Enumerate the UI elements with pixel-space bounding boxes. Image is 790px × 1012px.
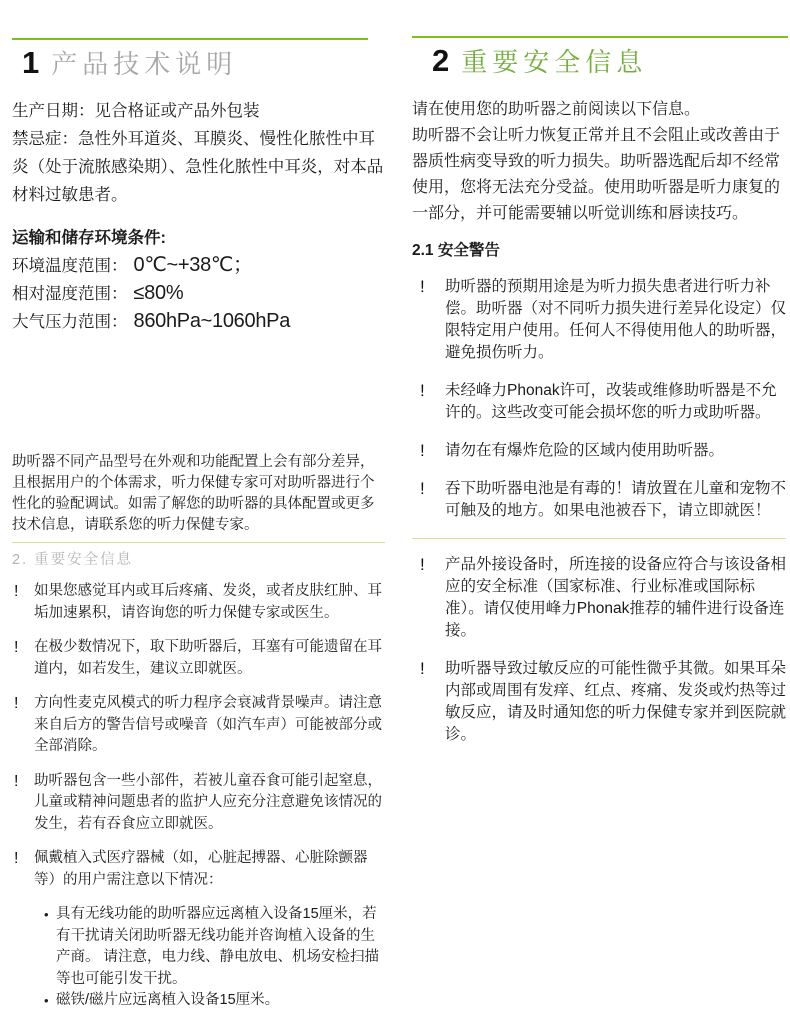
warning-text: 未经峰力Phonak许可，改装或维修助听器是不允许的。这些改变可能会损坏您的听力或助听器。 (445, 382, 777, 421)
left-warning-list (12, 581, 385, 891)
warning-exclamation-marker: ! (420, 381, 425, 400)
warning-exclamation-marker: ! (420, 277, 425, 296)
warning-exclamation-marker: ! (420, 441, 425, 460)
safety-intro-paragraph: 请在使用您的助听器之前阅读以下信息。 (412, 101, 701, 118)
section-1-number: 1 (22, 45, 40, 80)
spec-value: 860hPa~1060hPa (133, 310, 291, 332)
warning-exclamation-marker: ! (14, 772, 19, 790)
hearing-aid-disclaimer-paragraph: 助听器不会让听力恢复正常并且不会阻止或改善由于器质性病变导致的听力损失。助听器选配后却不经常使用，您将无法充分受益。使用助听器是听力康复的一部分，并可能需要辅以听觉训练和唇读技巧。 (412, 127, 781, 222)
warning-item (412, 554, 788, 642)
spec-value: ≤80% (133, 282, 184, 304)
warning-text: 助听器包含一些小部件，若被儿童吞食可能引起窒息，儿童或精神问题患者的监护人应充分注意避免该情况的发生，若有吞食应立即就医。 (34, 772, 382, 832)
left-column (12, 0, 385, 1012)
safety-warning-subsection-heading: 2.1 安全警告 (412, 242, 500, 259)
warning-text: 方向性麦克风模式的听力程序会衰减背景噪声。请注意来自后方的警告信号或噪音（如汽车声）可能被部分或全部消除。 (34, 695, 382, 754)
right-column (412, 0, 788, 762)
warning-text: 助听器导致过敏反应的可能性微乎其微。如果耳朵内部或周围有发痒、红点、疼痛、发炎或灼热等过敏反应，请及时通知您的听力保健专家并到医院就诊。 (445, 660, 787, 743)
warning-text: 在极少数情况下，取下助听器后，耳塞有可能遗留在耳道内，如若发生，建议立即就医。 (34, 639, 382, 677)
spec-label: 相对湿度范围： (12, 285, 128, 303)
warning-item (412, 440, 788, 462)
spec-label: 大气压力范围： (12, 313, 128, 331)
bullet-text: 磁铁/磁片应远离植入设备15厘米。 (56, 992, 280, 1008)
warning-text: 产品外接设备时，所连接的设备应符合与该设备相应的安全标准（国家标准、行业标准或国际标准）。请仅使用峰力Phonak推荐的辅件进行设备连接。 (445, 556, 787, 639)
warning-text: 如果您感觉耳内或耳后疼痛、发炎，或者皮肤红肿、耳垢加速累积，请咨询您的听力保健专家或医生。 (34, 583, 382, 621)
bullet-marker: • (44, 907, 49, 922)
section-1-header (12, 44, 385, 81)
section-2-title: 重要安全信息 (461, 47, 648, 77)
warning-item (412, 380, 788, 424)
implant-bullet-list (12, 904, 385, 1012)
warning-exclamation-marker: ! (14, 850, 19, 867)
warning-text: 助听器的预期用途是为听力损失患者进行听力补偿。助听器（对不同听力损失进行差异化设定）仅限特定用户使用。任何人不得使用他人的助听器，避免损伤听力。 (445, 278, 787, 361)
bullet-marker: • (44, 993, 49, 1008)
product-variation-note: 助听器不同产品型号在外观和功能配置上会有部分差异，且根据用户的个体需求，听力保健专家可对助听器进行个性化的验配调试。如需了解您的助听器的具体配置或更多技术信息，请联系您的听力保健专家。 (12, 454, 375, 533)
spec-value: 0℃~+38℃； (133, 254, 253, 276)
warning-exclamation-marker: ! (420, 659, 425, 678)
right-warning-list-bottom (412, 554, 788, 746)
warning-item (12, 848, 385, 891)
warning-exclamation-marker: ! (420, 555, 425, 574)
warning-exclamation-marker: ! (14, 583, 19, 600)
warning-item (12, 771, 385, 836)
storage-conditions-heading: 运输和储存环境条件: (12, 229, 166, 247)
spec-row (12, 252, 385, 280)
spec-row (12, 308, 385, 336)
bullet-text: 具有无线功能的助听器应远离植入设备15厘米，若有干扰请关闭助听器无线功能并咨询植入设备的生产商。 请注意，电力线、静电放电、机场安检扫描等也可能引发干扰。 (56, 906, 380, 987)
warning-item (412, 276, 788, 364)
warning-exclamation-marker: ! (14, 695, 19, 712)
implant-bullet-item (44, 990, 385, 1012)
spec-label: 环境温度范围： (12, 257, 128, 275)
next-section-preview-label: 2. 重要安全信息 (12, 552, 134, 568)
left-section-divider (12, 542, 385, 543)
warning-exclamation-marker: ! (420, 479, 425, 498)
warning-item (12, 581, 385, 624)
contraindications-text: 禁忌症：急性外耳道炎、耳膜炎、慢性化脓性中耳炎（处于流脓感染期）、急性化脓性中耳炎，对本品材料过敏患者。 (12, 130, 384, 204)
section-2-header (412, 42, 788, 79)
spec-row (12, 280, 385, 308)
implant-bullet-item (44, 904, 385, 990)
production-date-text: 生产日期：见合格证或产品外包装 (12, 102, 260, 120)
section-2-accent-rule (412, 36, 788, 38)
warning-item (412, 658, 788, 746)
warning-item (12, 693, 385, 758)
section-1-accent-rule (12, 38, 368, 40)
right-section-divider (412, 538, 786, 539)
warning-text: 吞下助听器电池是有毒的！请放置在儿童和宠物不可触及的地方。如果电池被吞下，请立即就医！ (445, 480, 787, 519)
storage-spec-list (12, 252, 385, 336)
right-warning-list-top (412, 276, 788, 522)
warning-text: 佩戴植入式医疗器械（如，心脏起搏器、心脏除颤器等）的用户需注意以下情况： (34, 850, 368, 888)
warning-item (12, 637, 385, 680)
warning-item (412, 478, 788, 522)
section-1-title: 产品技术说明 (51, 49, 238, 79)
section-2-number: 2 (432, 43, 450, 78)
warning-text: 请勿在有爆炸危险的区域内使用助听器。 (445, 442, 725, 459)
warning-exclamation-marker: ! (14, 639, 19, 656)
